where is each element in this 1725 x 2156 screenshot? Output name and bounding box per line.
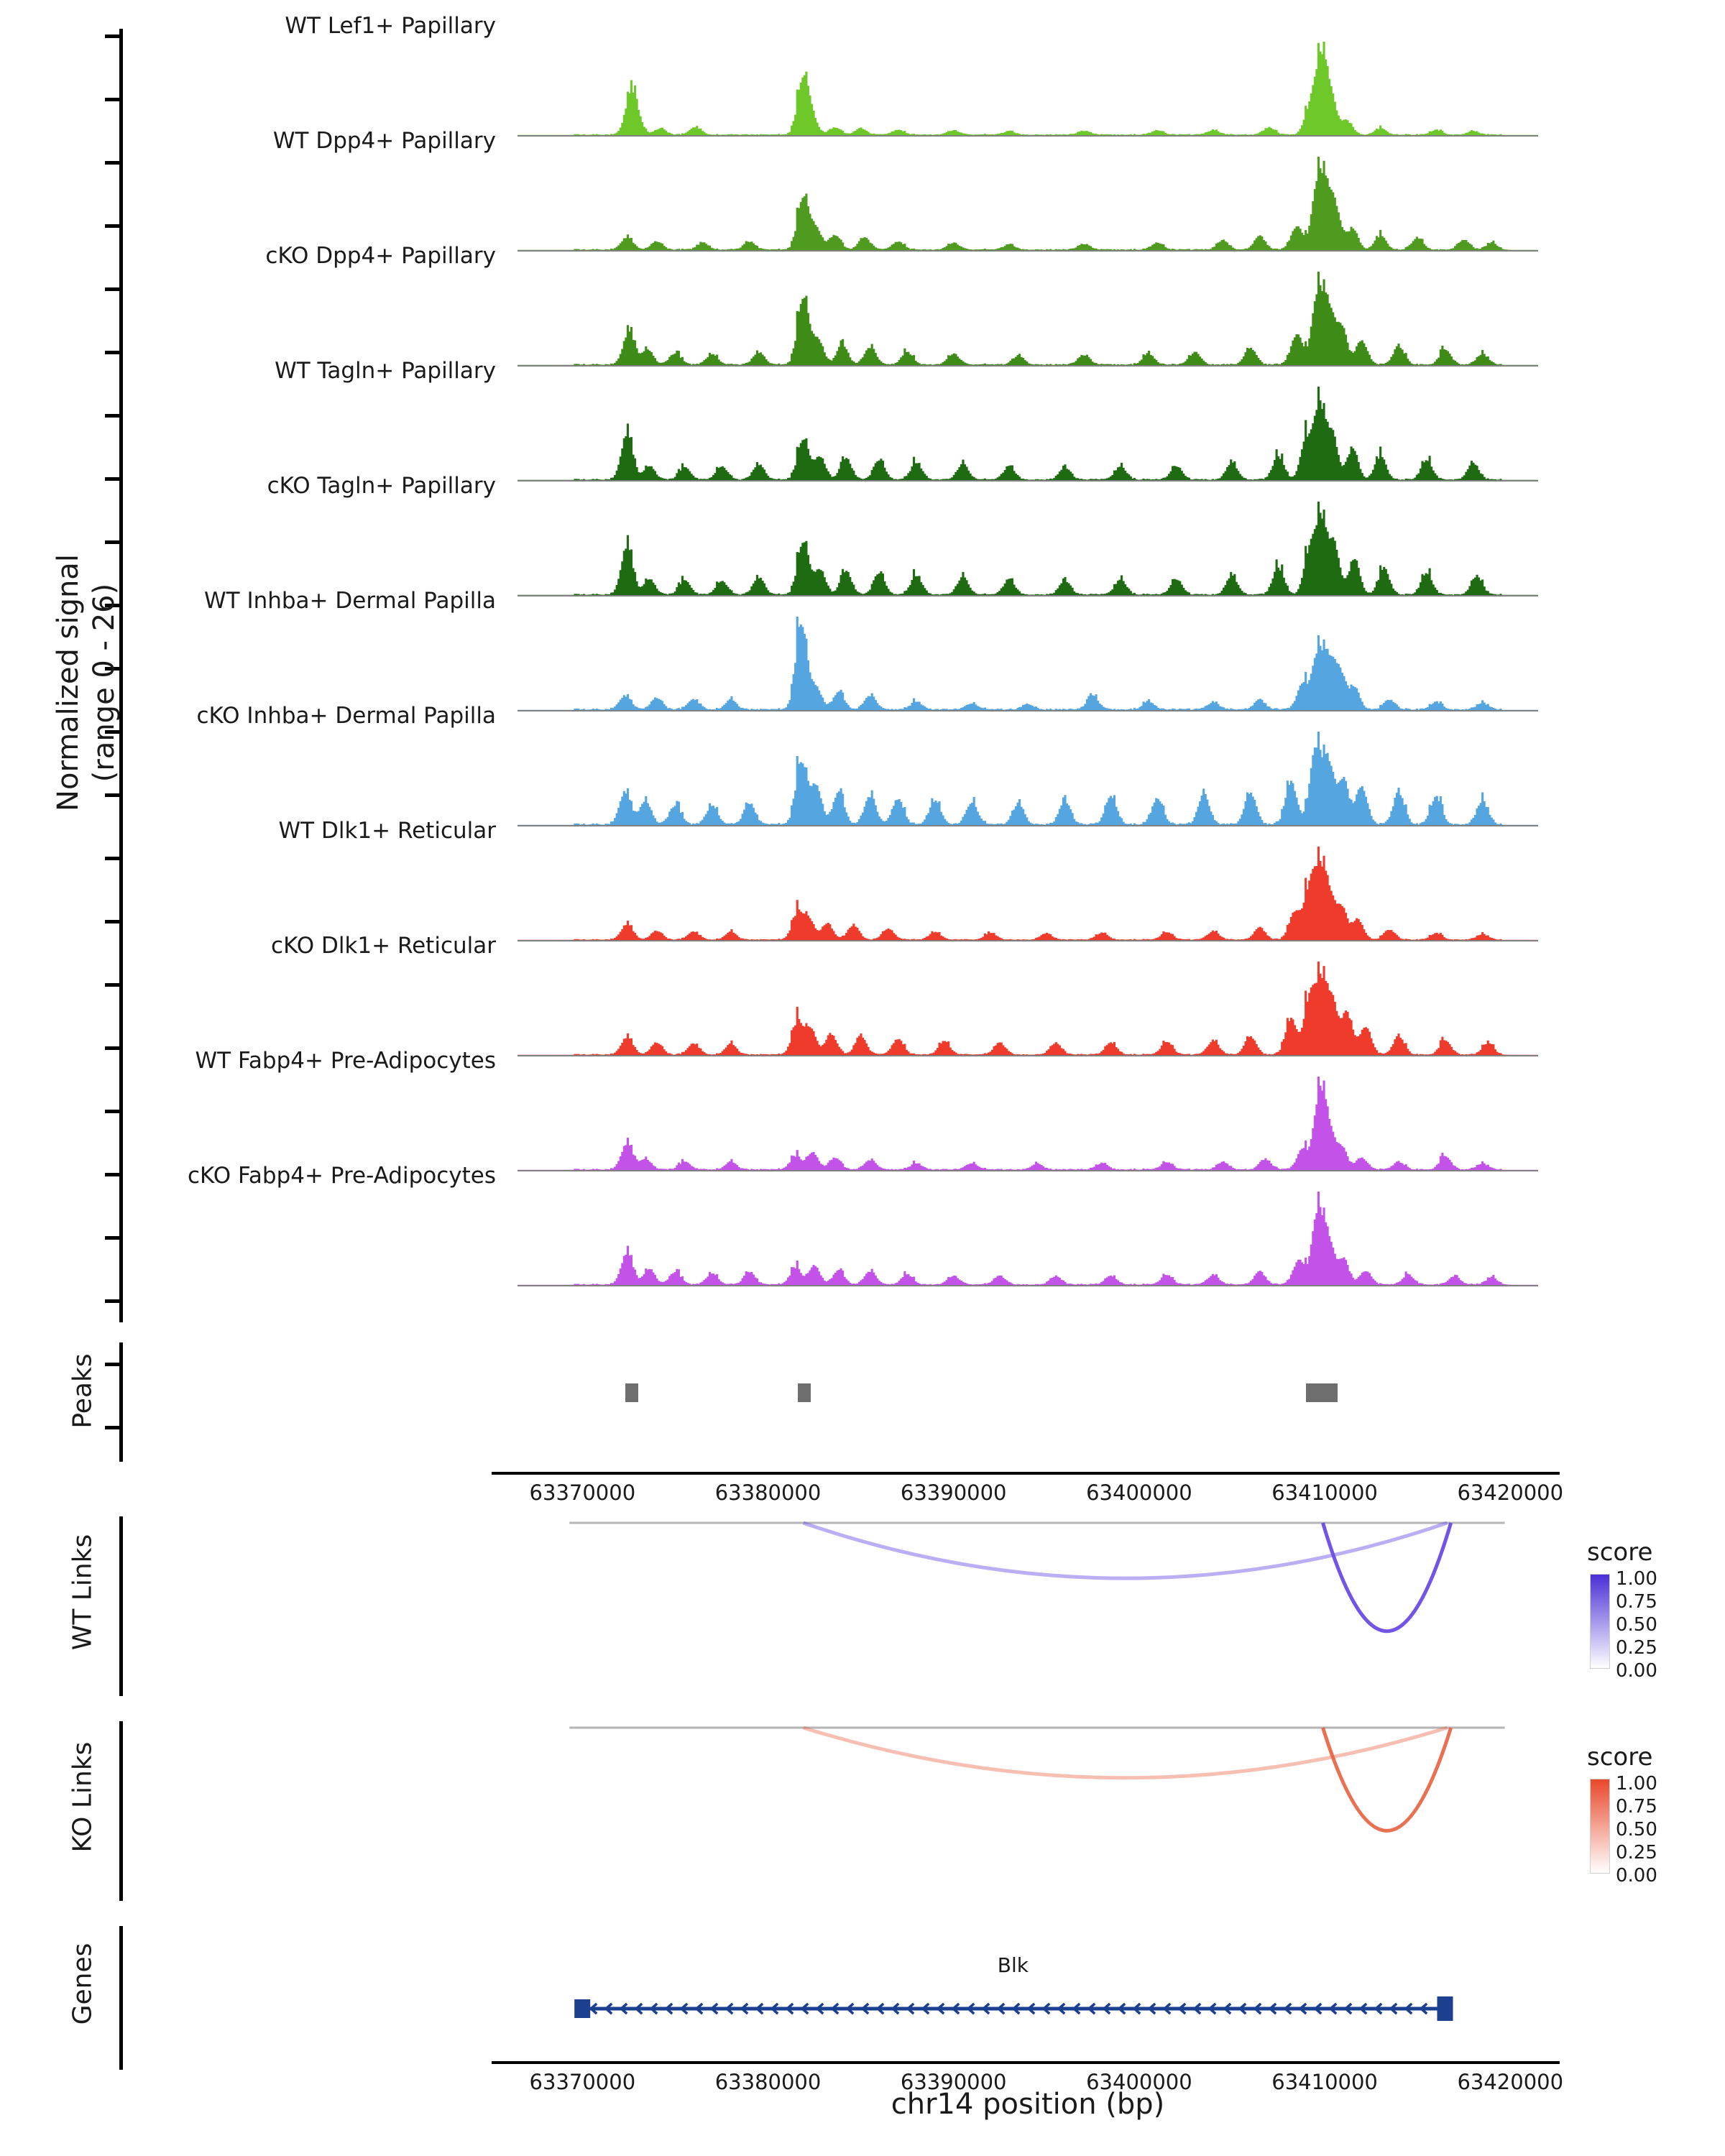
ko-links-axis-bar	[119, 1721, 123, 1901]
axis-tick	[105, 351, 121, 354]
track-label: WT Inhba+ Dermal Papilla	[204, 588, 496, 614]
axis-tick	[105, 98, 121, 101]
axis-tick	[105, 920, 121, 923]
legend-tick-label: 1.00	[1616, 1568, 1657, 1590]
ko-legend-gradient	[1590, 1779, 1610, 1874]
peaks-axis-bar	[119, 1342, 123, 1462]
track-label: cKO Tagln+ Papillary	[267, 473, 496, 499]
legend-tick-label: 0.75	[1616, 1796, 1657, 1818]
coverage-track	[518, 43, 1538, 137]
gene-model	[518, 1991, 1538, 2027]
peaks-x-axis	[492, 1472, 1560, 1475]
legend-tick-label: 0.25	[1616, 1842, 1657, 1864]
y-axis-label-line2: (range 0 - 26)	[88, 583, 121, 783]
coverage-track	[518, 273, 1538, 367]
wt-links-arcs	[503, 1513, 1538, 1703]
ko-legend-title: score	[1587, 1743, 1653, 1772]
x-tick-label: 63380000	[714, 2070, 822, 2094]
x-axis-title: chr14 position (bp)	[891, 2088, 1165, 2121]
track-label: WT Tagln+ Papillary	[275, 358, 496, 384]
track-label: WT Fabp4+ Pre-Adipocytes	[195, 1048, 496, 1074]
x-tick-label: 63420000	[1457, 1480, 1564, 1505]
track-label: WT Dpp4+ Papillary	[272, 128, 496, 154]
axis-tick	[105, 1363, 121, 1366]
x-tick-label: 63400000	[1086, 1480, 1192, 1505]
axis-tick	[105, 1299, 121, 1303]
axis-tick	[105, 857, 121, 860]
legend-tick-label: 0.50	[1616, 1819, 1657, 1841]
x-tick-label: 63390000	[900, 2070, 1007, 2094]
x-tick-label: 63370000	[529, 1480, 636, 1505]
coverage-track	[518, 1193, 1538, 1286]
peak-region	[625, 1383, 638, 1402]
peak-region	[1306, 1383, 1338, 1402]
peaks-section-label: Peaks	[68, 1353, 98, 1429]
legend-tick-label: 0.00	[1616, 1660, 1657, 1682]
coverage-track	[518, 503, 1538, 596]
genes-axis-bar	[119, 1926, 123, 2070]
coverage-track	[518, 963, 1538, 1056]
coverage-track	[518, 388, 1538, 482]
x-tick-label: 63380000	[714, 1480, 822, 1505]
legend-tick-label: 0.75	[1616, 1591, 1657, 1613]
x-tick-label: 63410000	[1271, 1480, 1378, 1505]
coverage-track	[518, 848, 1538, 941]
wt-legend-title: score	[1587, 1538, 1653, 1567]
axis-tick	[105, 1110, 121, 1113]
peak-markers	[518, 1383, 1538, 1412]
peak-region	[798, 1383, 811, 1402]
axis-tick	[105, 161, 121, 165]
legend-tick-label: 0.00	[1616, 1865, 1657, 1886]
coverage-track	[518, 1078, 1538, 1171]
axis-tick	[105, 414, 121, 418]
legend-tick-label: 0.25	[1616, 1637, 1657, 1659]
x-tick-label: 63410000	[1271, 2070, 1378, 2094]
x-tick-label: 63370000	[529, 2070, 636, 2094]
coverage-track	[518, 733, 1538, 826]
track-label: WT Lef1+ Papillary	[285, 13, 496, 39]
coverage-track	[518, 158, 1538, 252]
x-tick-label: 63400000	[1086, 2070, 1192, 2094]
coverage-track	[518, 618, 1538, 711]
legend-tick-label: 1.00	[1616, 1773, 1657, 1795]
x-tick-label: 63420000	[1457, 2070, 1564, 2094]
wt-legend-gradient	[1590, 1574, 1610, 1669]
axis-tick	[105, 287, 121, 291]
x-tick-label: 63390000	[900, 1480, 1007, 1505]
track-label: cKO Inhba+ Dermal Papilla	[196, 703, 496, 729]
legend-tick-label: 0.50	[1616, 1614, 1657, 1636]
axis-tick	[105, 224, 121, 228]
track-label: cKO Fabp4+ Pre-Adipocytes	[188, 1163, 496, 1189]
track-label: WT Dlk1+ Reticular	[278, 818, 496, 844]
gene-label: Blk	[997, 1953, 1029, 1977]
genes-section-label: Genes	[68, 1943, 98, 2025]
ko-links-section-label: KO Links	[68, 1741, 98, 1853]
track-label: cKO Dlk1+ Reticular	[271, 933, 496, 959]
axis-tick	[105, 1236, 121, 1240]
wt-links-section-label: WT Links	[68, 1534, 98, 1651]
track-label: cKO Dpp4+ Papillary	[265, 243, 496, 269]
wt-links-axis-bar	[119, 1516, 123, 1696]
genes-x-axis	[492, 2061, 1560, 2064]
ko-links-arcs	[503, 1718, 1538, 1908]
axis-tick	[105, 983, 121, 987]
axis-tick	[105, 1426, 121, 1429]
y-axis-label-line1: Normalized signal	[52, 554, 85, 811]
